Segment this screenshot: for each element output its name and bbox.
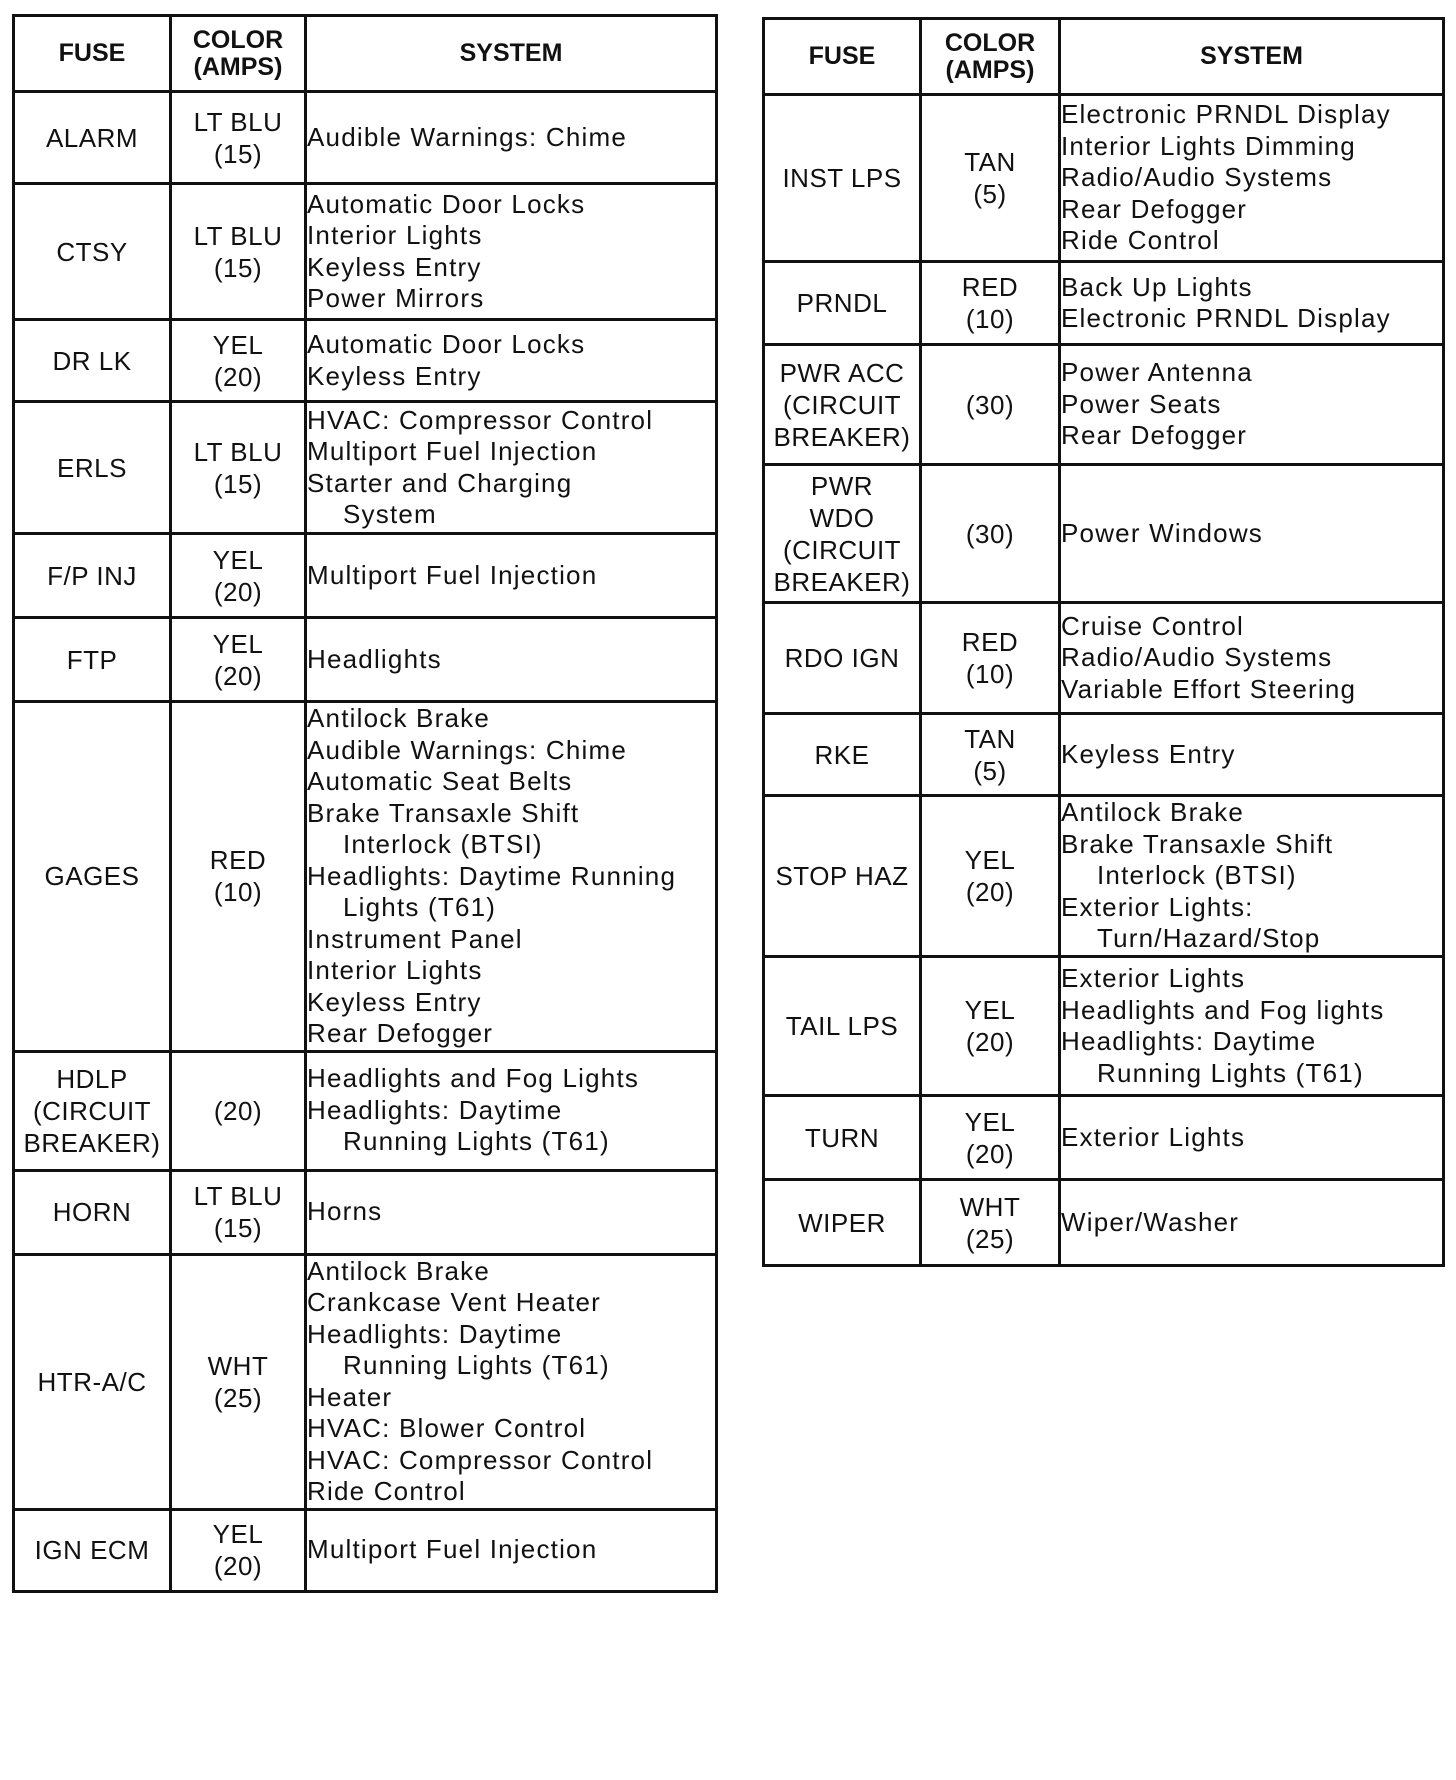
fuse-name-cell-line: PWR ACC <box>779 357 905 388</box>
fuse-color-amps-cell-line: WHT <box>207 1350 269 1381</box>
fuse-system-cell <box>1060 95 1444 262</box>
fuse-name-cell-line: PWR <box>810 470 874 501</box>
table-row <box>764 95 1444 262</box>
fuse-system-cell-line: Headlights: Daytime Running <box>307 860 677 891</box>
fuse-name-cell <box>14 1170 171 1254</box>
fuse-name-cell <box>14 618 171 702</box>
fuse-system-cell-line: Starter and Charging <box>307 467 573 498</box>
header-fuse: FUSE <box>764 19 921 95</box>
fuse-system-cell-line: Headlights <box>307 643 442 674</box>
fuse-system-cell-line: Automatic Seat Belts <box>307 766 573 796</box>
fuse-name-cell-line: WDO <box>809 502 875 533</box>
fuse-system-cell-line: Wiper/Washer <box>1061 1206 1240 1237</box>
fuse-color-amps-cell-line: YEL <box>964 1106 1016 1137</box>
fuse-color-amps-cell <box>921 345 1060 465</box>
fuse-system-cell <box>1060 262 1444 345</box>
fuse-color-amps-cell-line: LT BLU <box>193 106 283 137</box>
fuse-color-amps-cell-line: YEL <box>212 1519 264 1549</box>
fuse-color-amps-cell <box>171 92 306 184</box>
fuse-system-cell-line: System <box>343 499 437 529</box>
fuse-name-cell <box>14 92 171 184</box>
fuse-system-cell-line: Multiport Fuel Injection <box>307 1534 598 1565</box>
fuse-color-amps-cell-line: YEL <box>212 329 264 360</box>
fuse-name-cell-line: F/P INJ <box>47 560 137 591</box>
fuse-system-cell-line: Running Lights (T61) <box>1097 1057 1364 1088</box>
fuse-color-amps-cell-line: (30) <box>965 389 1015 420</box>
fuse-color-amps-cell-line: YEL <box>964 845 1016 875</box>
header-color <box>171 16 306 92</box>
fuse-color-amps-cell <box>921 465 1060 603</box>
fuse-system-cell-line: Exterior Lights <box>1061 1121 1246 1152</box>
fuse-name-cell <box>14 402 171 534</box>
fuse-color-amps-cell-line: LT BLU <box>193 436 283 467</box>
fuse-system-cell-line: Power Seats <box>1061 388 1222 419</box>
fuse-name-cell-line: ERLS <box>57 452 127 483</box>
table-row <box>764 465 1444 603</box>
fuse-name-cell <box>14 534 171 618</box>
fuse-system-cell-line: Brake Transaxle Shift <box>307 797 580 828</box>
fuse-color-amps-cell-line: (15) <box>213 138 263 169</box>
fuse-system-cell-line: HVAC: Compressor Control <box>307 404 654 435</box>
fuse-color-amps-cell <box>171 184 306 320</box>
fuse-system-cell-line: Heater <box>307 1381 393 1412</box>
fuse-name-cell-line: HORN <box>52 1197 132 1227</box>
fuse-system-cell-line: Electronic PRNDL Display <box>1061 303 1391 333</box>
fuse-color-amps-cell <box>171 534 306 618</box>
fuse-system-cell <box>1060 1096 1444 1180</box>
fuse-name-cell-line: BREAKER) <box>773 421 911 452</box>
fuse-system-cell <box>1060 714 1444 796</box>
header-color-line: COLOR <box>944 28 1036 57</box>
fuse-color-amps-cell <box>921 95 1060 262</box>
fuse-system-cell-line: Interlock (BTSI) <box>1097 860 1297 891</box>
header-system: SYSTEM <box>306 16 717 92</box>
fuse-color-amps-cell-line: (10) <box>965 659 1015 689</box>
fuse-system-cell-line: Horns <box>307 1196 383 1227</box>
fuse-system-cell-line: Interior Lights <box>307 220 483 250</box>
fuse-system-cell-line: Automatic Door Locks <box>307 188 586 219</box>
fuse-name-cell-line: ALARM <box>45 122 139 153</box>
fuse-system-cell-line: Brake Transaxle Shift <box>1061 828 1334 859</box>
fuse-system-cell-line: Back Up Lights <box>1061 271 1253 302</box>
fuse-system-cell-line: Instrument Panel <box>307 923 523 954</box>
fuse-system-cell-line: Keyless Entry <box>1061 738 1236 769</box>
fuse-name-cell-line: HDLP <box>56 1063 128 1094</box>
fuse-name-cell <box>764 603 921 714</box>
fuse-system-cell-line: Antilock Brake <box>307 1255 490 1286</box>
fuse-color-amps-cell-line: YEL <box>964 995 1016 1025</box>
fuse-table-left <box>12 14 718 1593</box>
header-color <box>921 19 1060 95</box>
table-row <box>14 92 717 184</box>
fuse-color-amps-cell-line: YEL <box>212 544 264 575</box>
fuse-color-amps-cell <box>171 618 306 702</box>
fuse-system-cell <box>306 534 717 618</box>
fuse-color-amps-cell <box>171 320 306 402</box>
fuse-system-cell-line: Headlights: Daytime <box>307 1318 563 1349</box>
fuse-system-cell <box>306 1254 717 1509</box>
fuse-system-cell <box>306 702 717 1052</box>
fuse-system-cell-line: Rear Defogger <box>307 1018 494 1048</box>
fuse-system-cell-line: Electronic PRNDL Display <box>1061 99 1391 130</box>
table-row <box>14 1509 717 1591</box>
fuse-system-cell-line: Running Lights (T61) <box>343 1126 610 1157</box>
table-row <box>14 1051 717 1170</box>
fuse-system-cell-line: Audible Warnings: Chime <box>307 121 627 152</box>
fuse-system-cell-line: Antilock Brake <box>1061 797 1244 828</box>
fuse-name-cell-line: RKE <box>814 739 870 770</box>
fuse-system-cell-line: Headlights: Daytime <box>1061 1026 1317 1056</box>
fuse-color-amps-cell-line: (20) <box>213 361 263 392</box>
table-row <box>764 345 1444 465</box>
fuse-name-cell-line: HTR-A/C <box>37 1366 147 1397</box>
fuse-name-cell-line: BREAKER) <box>23 1127 161 1158</box>
fuse-color-amps-cell <box>171 1254 306 1509</box>
fuse-name-cell <box>764 465 921 603</box>
fuse-color-amps-cell <box>171 702 306 1052</box>
fuse-system-cell-line: Headlights and Fog lights <box>1061 994 1385 1025</box>
fuse-system-cell <box>306 618 717 702</box>
fuse-system-cell <box>1060 1180 1444 1266</box>
fuse-system-cell-line: Headlights: Daytime <box>307 1094 563 1125</box>
fuse-color-amps-cell-line: (15) <box>213 252 263 283</box>
fuse-system-cell <box>306 1051 717 1170</box>
header-color-line: (AMPS) <box>193 52 283 81</box>
fuse-system-cell-line: Automatic Door Locks <box>307 329 586 359</box>
table-row <box>764 714 1444 796</box>
fuse-color-amps-cell <box>921 262 1060 345</box>
fuse-system-cell-line: Radio/Audio Systems <box>1061 642 1333 673</box>
fuse-system-cell <box>306 184 717 320</box>
fuse-system-cell-line: Keyless Entry <box>307 986 482 1017</box>
fuse-system-cell-line: Multiport Fuel Injection <box>307 559 598 590</box>
fuse-color-amps-cell-line: LT BLU <box>193 1181 283 1211</box>
fuse-system-cell-line: Power Mirrors <box>307 283 485 313</box>
fuse-system-cell-line: Exterior Lights: <box>1061 891 1254 922</box>
fuse-name-cell-line: (CIRCUIT <box>782 389 902 420</box>
fuse-name-cell <box>14 184 171 320</box>
fuse-system-cell <box>1060 345 1444 465</box>
fuse-name-cell-line: TAIL LPS <box>785 1011 899 1041</box>
fuse-system-cell <box>306 92 717 184</box>
fuse-system-cell <box>306 1170 717 1254</box>
fuse-name-cell-line: (CIRCUIT <box>782 534 902 565</box>
fuse-name-cell <box>764 796 921 957</box>
fuse-name-cell-line: DR LK <box>52 345 132 376</box>
fuse-name-cell-line: WIPER <box>798 1207 886 1238</box>
fuse-color-amps-cell-line: RED <box>961 627 1019 657</box>
fuse-name-cell <box>764 1180 921 1266</box>
fuse-name-cell <box>14 1509 171 1591</box>
fuse-system-cell-line: Rear Defogger <box>1061 193 1248 224</box>
fuse-name-cell-line: CTSY <box>56 236 128 267</box>
fuse-color-amps-cell-line: (15) <box>213 468 263 499</box>
fuse-color-amps-cell-line: (20) <box>213 1551 263 1581</box>
fuse-system-cell-line: Running Lights (T61) <box>343 1350 610 1380</box>
fuse-name-cell <box>764 1096 921 1180</box>
fuse-color-amps-cell <box>921 796 1060 957</box>
fuse-color-amps-cell-line: (10) <box>965 304 1015 334</box>
fuse-color-amps-cell-line: RED <box>961 272 1019 302</box>
fuse-color-amps-cell-line: (20) <box>965 1138 1015 1169</box>
table-row <box>14 402 717 534</box>
table-row <box>14 184 717 320</box>
table-row <box>14 618 717 702</box>
table-row <box>14 702 717 1052</box>
fuse-name-cell-line: BREAKER) <box>773 566 911 597</box>
fuse-name-cell-line: GAGES <box>44 861 140 892</box>
fuse-name-cell-line: PRNDL <box>796 288 888 318</box>
fuse-color-amps-cell <box>921 957 1060 1096</box>
fuse-color-amps-cell <box>921 1180 1060 1266</box>
fuse-system-cell-line: HVAC: Blower Control <box>307 1413 587 1443</box>
fuse-color-amps-cell-line: (30) <box>965 518 1015 549</box>
table-row <box>14 320 717 402</box>
fuse-color-amps-cell-line: (25) <box>965 1223 1015 1254</box>
fuse-name-cell-line: STOP HAZ <box>775 861 909 891</box>
fuse-name-cell <box>764 95 921 262</box>
header-system: SYSTEM <box>1060 19 1444 95</box>
table-row <box>764 1180 1444 1266</box>
fuse-color-amps-cell-line: LT BLU <box>193 220 283 251</box>
fuse-name-cell <box>14 320 171 402</box>
fuse-name-cell <box>764 262 921 345</box>
fuse-system-cell-line: Headlights and Fog Lights <box>307 1063 640 1094</box>
header-row <box>764 19 1444 95</box>
fuse-color-amps-cell-line: (20) <box>965 877 1015 907</box>
header-fuse: FUSE <box>14 16 171 92</box>
fuse-color-amps-cell-line: (25) <box>213 1382 263 1413</box>
fuse-color-amps-cell-line: RED <box>209 845 267 876</box>
fuse-system-cell-line: Interlock (BTSI) <box>343 829 543 859</box>
fuse-system-cell-line: Multiport Fuel Injection <box>307 436 598 466</box>
fuse-name-cell-line: RDO IGN <box>784 643 900 673</box>
table-row <box>764 603 1444 714</box>
fuse-name-cell-line: TURN <box>804 1122 880 1153</box>
fuse-color-amps-cell <box>171 1170 306 1254</box>
fuse-color-amps-cell-line: TAN <box>964 147 1016 177</box>
fuse-name-cell-line: INST LPS <box>782 163 902 193</box>
fuse-system-cell <box>306 402 717 534</box>
fuse-system-cell <box>1060 603 1444 714</box>
header-row <box>14 16 717 92</box>
fuse-system-cell-line: Audible Warnings: Chime <box>307 734 627 765</box>
fuse-table-left-body <box>14 92 717 1592</box>
fuse-system-cell-line: Crankcase Vent Heater <box>307 1287 602 1317</box>
fuse-system-cell <box>306 1509 717 1591</box>
fuse-color-amps-cell <box>171 1509 306 1591</box>
fuse-system-cell <box>1060 957 1444 1096</box>
fuse-system-cell-line: Variable Effort Steering <box>1061 673 1357 704</box>
fuse-name-cell <box>764 345 921 465</box>
header-color-line: (AMPS) <box>945 55 1035 84</box>
fuse-color-amps-cell-line: (5) <box>973 755 1007 786</box>
fuse-name-cell <box>14 1254 171 1509</box>
fuse-name-cell <box>14 1051 171 1170</box>
fuse-system-cell-line: Rear Defogger <box>1061 420 1248 451</box>
fuse-system-cell-line: Exterior Lights <box>1061 963 1246 993</box>
table-row <box>764 262 1444 345</box>
fuse-system-cell-line: Turn/Hazard/Stop <box>1097 923 1321 954</box>
table-row <box>764 957 1444 1096</box>
table-row <box>14 534 717 618</box>
fuse-name-cell <box>764 714 921 796</box>
fuse-system-cell-line: Keyless Entry <box>307 360 482 391</box>
fuse-system-cell-line: Cruise Control <box>1061 610 1244 641</box>
fuse-name-cell-line: IGN ECM <box>34 1535 150 1565</box>
table-row <box>764 1096 1444 1180</box>
fuse-system-cell-line: Interior Lights Dimming <box>1061 130 1356 161</box>
fuse-name-cell-line: FTP <box>66 644 118 675</box>
table-row <box>14 1170 717 1254</box>
fuse-color-amps-cell-line: (15) <box>213 1213 263 1243</box>
fuse-system-cell-line: HVAC: Compressor Control <box>307 1444 654 1475</box>
fuse-system-cell-line: Radio/Audio Systems <box>1061 162 1333 193</box>
header-color-line: COLOR <box>192 25 284 54</box>
fuse-system-cell-line: Interior Lights <box>307 955 483 985</box>
fuse-color-amps-cell-line: YEL <box>212 628 264 659</box>
fuse-color-amps-cell-line: (5) <box>973 179 1007 209</box>
fuse-table-right-body <box>764 95 1444 1266</box>
fuse-color-amps-cell-line: (10) <box>213 877 263 908</box>
fuse-system-cell <box>1060 796 1444 957</box>
fuse-color-amps-cell-line: (20) <box>213 1095 263 1126</box>
fuse-color-amps-cell-line: WHT <box>959 1191 1021 1222</box>
fuse-system-cell-line: Lights (T61) <box>343 892 497 922</box>
fuse-system-cell-line: Ride Control <box>1061 225 1220 256</box>
fuse-system-cell-line: Antilock Brake <box>307 703 490 733</box>
fuse-color-amps-cell <box>921 1096 1060 1180</box>
fuse-name-cell-line: (CIRCUIT <box>32 1095 152 1126</box>
fuse-system-cell-line: Ride Control <box>307 1476 466 1506</box>
fuse-color-amps-cell-line: TAN <box>964 723 1016 754</box>
fuse-system-cell <box>306 320 717 402</box>
fuse-system-cell-line: Keyless Entry <box>307 251 482 282</box>
fuse-color-amps-cell-line: (20) <box>965 1027 1015 1057</box>
fuse-color-amps-cell <box>171 1051 306 1170</box>
fuse-color-amps-cell-line: (20) <box>213 660 263 691</box>
fuse-system-cell-line: Power Antenna <box>1061 357 1253 388</box>
fuse-color-amps-cell <box>171 402 306 534</box>
fuse-color-amps-cell <box>921 603 1060 714</box>
table-row <box>764 796 1444 957</box>
fuse-system-cell <box>1060 465 1444 603</box>
fuse-name-cell <box>764 957 921 1096</box>
fuse-color-amps-cell <box>921 714 1060 796</box>
fuse-color-amps-cell-line: (20) <box>213 576 263 607</box>
table-row <box>14 1254 717 1509</box>
fuse-name-cell <box>14 702 171 1052</box>
fuse-table-right <box>762 17 1445 1267</box>
fuse-system-cell-line: Power Windows <box>1061 517 1263 548</box>
